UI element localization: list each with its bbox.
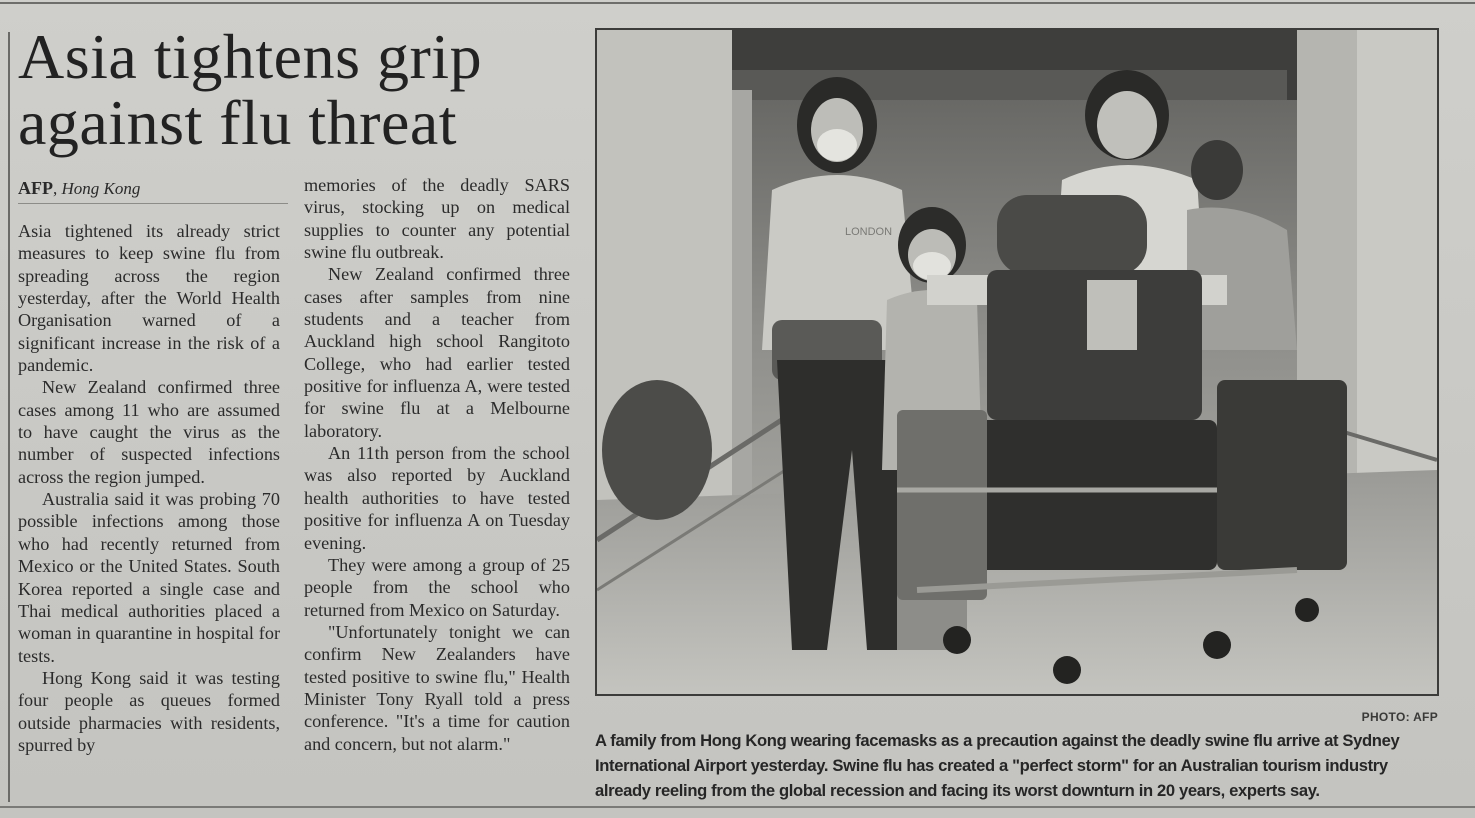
paragraph: They were among a group of 25 people from the school who returned from Mexico on Saturday. (304, 554, 570, 620)
paragraph: New Zealand confirmed three cases after samples from nine students and a teacher from Auckland high school Rangitoto College, who had earlier tested positive for influenza A, were tested for swine flu at a Melbourne laboratory. (304, 264, 570, 441)
paragraph: An 11th person from the school was also reported by Auckland health authorities to have tested positive for influenza A on Tuesday evening. (304, 443, 570, 553)
left-column-rule (8, 32, 10, 802)
byline: AFP, Hong Kong (18, 178, 288, 204)
paragraph: memories of the deadly SARS virus, stocking up on medical supplies to counter any potential swine flu outbreak. (304, 175, 570, 263)
article-column-1 (18, 220, 280, 756)
photo-credit: PHOTO: AFP (1361, 710, 1438, 724)
paragraph: Australia said it was probing 70 possible infections among those who had recently returned from Mexico or the United States. South Korea reported a single case and Thai medical authorities placed a woman in quarantine in hospital for tests. (18, 489, 280, 666)
headline: Asia tightens grip against flu threat (18, 21, 483, 158)
photo-caption: A family from Hong Kong wearing facemasks as a precaution against the deadly swine flu arrive at Sydney International Airport yesterday. Swine flu has created a "perfect storm" for an Australian tourism industry already reeling from the global recession and facing its worst downturn in 20 years, experts say. (595, 731, 1400, 800)
airport-family-photo (597, 30, 1437, 694)
news-photo (595, 28, 1439, 696)
byline-agency: AFP (18, 178, 53, 198)
paragraph: Hong Kong said it was testing four people as queues formed outside pharmacies with residents, spurred by (18, 667, 280, 755)
bag-print-text: LONDON (845, 226, 893, 238)
paragraph: Asia tightened its already strict measures to keep swine flu from spreading across the region yesterday, after the World Health Organisation warned of a significant increase in the risk of a pandemic. (18, 221, 280, 376)
bottom-rule (0, 806, 1475, 808)
article-column-2 (304, 174, 570, 755)
paragraph: "Unfortunately tonight we can confirm New Zealanders have tested positive to swine flu," Health Minister Tony Ryall told a press conference. "It's a time for caution and concern, but not alarm." (304, 621, 570, 754)
paragraph: New Zealand confirmed three cases among 11 who are assumed to have caught the virus as the number of suspected infections across the region jumped. (18, 377, 280, 487)
top-rule (0, 2, 1475, 4)
byline-location: Hong Kong (61, 179, 141, 198)
